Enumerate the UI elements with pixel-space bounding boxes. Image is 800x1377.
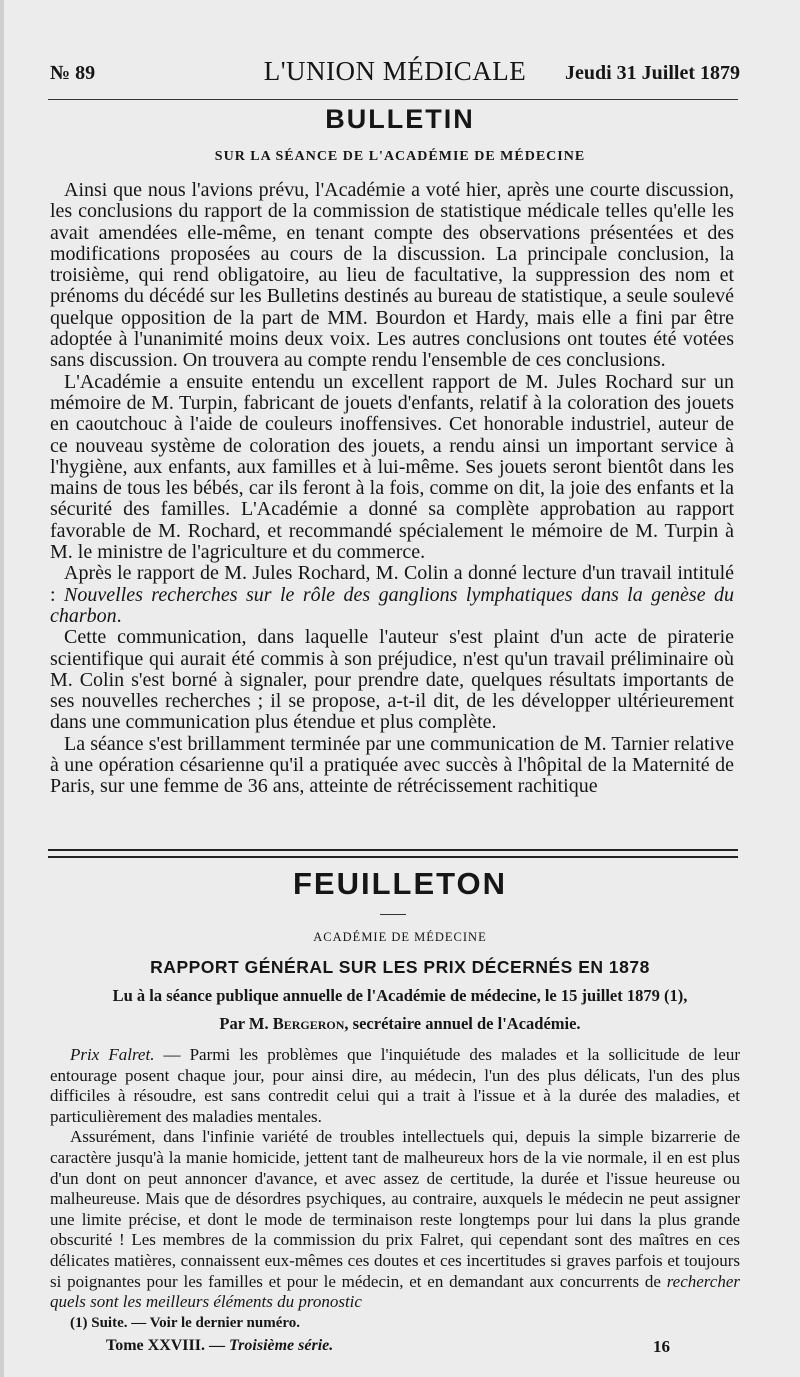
read-at-line: Lu à la séance publique annuelle de l'Académie de médecine, le 15 juillet 1879 (1), xyxy=(112,986,688,1005)
tome-label: Tome XXVIII. — xyxy=(106,1337,229,1354)
tome-series: Troisième série. xyxy=(228,1337,334,1354)
header-rule xyxy=(48,99,738,100)
feuilleton-title: FEUILLETON xyxy=(292,866,508,901)
rapport-title: RAPPORT GÉNÉRAL SUR LES PRIX DÉCERNÉS EN 1878 xyxy=(150,957,650,977)
feuilleton-body xyxy=(50,1045,740,1313)
bulletin-paragraph xyxy=(50,563,734,627)
bulletin-body xyxy=(50,180,734,798)
author-role: , secrétaire annuel de l'Académie. xyxy=(344,1014,581,1033)
page-number: 16 xyxy=(653,1337,670,1356)
bulletin-paragraph: Ainsi que nous l'avions prévu, l'Académie a voté hier, après une courte discussion, les conclusions du rapport de la commission de statistique médicale telles qu'elle les avait amendées elle-même, en tenant compte des observations présentées et des modifications proposées au cours de la discussion. La principale conclusion, la troisième, qui rend obligatoire, au lieu de facultative, la suppression des nom et prénoms du décédé sur les Bulletins destinés au bureau de statistique, a seule soulevé quelque opposition de la part de MM. Bourdon et Hardy, mais elle a fini par être adoptée à l'unanimité moins deux voix. Les autres conclusions ont toutes été votées sans discussion. On trouvera au compte rendu l'ensemble de ces conclusions. xyxy=(50,179,734,372)
feuilleton-paragraph xyxy=(50,1045,740,1127)
bulletin-paragraph: Cette communication, dans laquelle l'auteur s'est plaint d'un acte de piraterie scientifique qui aurait été commis à son préjudice, n'est qu'un travail préliminaire où M. Colin s'est borné à signaler, pour prendre date, quelques résultats importants de ses nouvelles recherches ; il se propose, a-t-il dit, de les développer ultérieurement dans une communication plus étendue et plus complète. xyxy=(50,626,734,734)
footnote: (1) Suite. — Voir le dernier numéro. xyxy=(70,1315,300,1331)
feuilleton-text: Assurément, dans l'infinie variété de troubles intellectuels qui, depuis la simple bizarrerie de caractère jusqu'à la manie homicide, jettent tant de malheureux hors de la vie normale, il en est plus d'un dont on peut annoncer d'avance, et avec assez de certitude, la durée et l'issue heureuse ou malheureuse. Mais que de désordres psychiques, au contraire, auxquels le médecin ne peut assigner une limite précise, et dont le mode de terminaison reste longtemps pour lui dans la plus grande obscurité ! Les membres de la commission du prix Falret, qui cependant sont des maîtres en ces délicates matières, connaissent eux-mêmes ces doutes et ces incertitudes si graves parfois et toujours si poignantes pour les familles et pour le médecin, et en demandant aux concurrents de xyxy=(50,1127,740,1291)
bulletin-title: BULLETIN xyxy=(325,104,475,134)
colin-intro-text: Après le rapport de M. Jules Rochard, M. Colin a donné lecture d'un travail intitulé : xyxy=(50,562,734,606)
page-edge xyxy=(0,0,4,1377)
issue-number: № 89 xyxy=(50,62,96,84)
author-line xyxy=(0,1014,800,1034)
section-divider xyxy=(48,849,738,858)
journal-title: L'UNION MÉDICALE xyxy=(263,56,527,86)
issue-date: Jeudi 31 Juillet 1879 xyxy=(564,62,740,84)
prix-falret-label: Prix Falret. xyxy=(70,1045,155,1064)
title-dash xyxy=(380,914,406,915)
feuilleton-paragraph xyxy=(50,1127,740,1312)
bulletin-subtitle: SUR LA SÉANCE DE L'ACADÉMIE DE MÉDECINE xyxy=(214,149,586,164)
feuilleton-italic-text: rechercher quels sont les meilleurs éléments du pronostic xyxy=(50,1271,740,1312)
bulletin-paragraph: L'Académie a ensuite entendu un excellent rapport de M. Jules Rochard sur un mémoire de M. Turpin, fabricant de jouets d'enfants, relatif à la coloration des jouets en caoutchouc à l'aide de couleurs inoffensives. Cet honorable industriel, auteur de ce nouveau système de coloration des jouets, a rendu ainsi un important service à l'hygiène, aux enfants, aux familles et à lui-même. Ses jouets seront bientôt dans les mains de tous les bébés, car ils feront à la fois, comme on dit, la joie des enfants et la sécurité des familles. L'Académie a donné sa complète approbation au rapport favorable de M. Rochard, et recommandé spécialement le mémoire de M. Turpin à M. le ministre de l'agriculture et du commerce. xyxy=(50,370,734,564)
running-head xyxy=(50,56,740,92)
prix-falret-text: — Parmi les problèmes que l'inquiétude des malades et la sollicitude de leur entourage posent chaque jour, pour ainsi dire, au médecin, l'un des plus délicats, l'un des plus difficiles à résoudre, est sans contredit celui qui a trait à l'issue et à la durée des maladies, et particulièrement des maladies mentales. xyxy=(50,1045,740,1126)
colin-work-title: Nouvelles recherches sur le rôle des ganglions lymphatiques dans la genèse du charbon xyxy=(50,583,735,627)
tome-line xyxy=(106,1337,333,1355)
author-name: Bergeron xyxy=(272,1014,345,1033)
bulletin-paragraph: La séance s'est brillamment terminée par une communication de M. Tarnier relative à une opération césarienne qu'il a pratiquée avec succès à l'hôpital de la Maternité de Paris, sur une femme de 36 ans, atteinte de rétrécissement rachitique xyxy=(50,732,734,798)
author-prefix: Par M. xyxy=(219,1014,273,1033)
colin-period: . xyxy=(116,604,122,627)
academie-heading: ACADÉMIE DE MÉDECINE xyxy=(313,930,487,944)
